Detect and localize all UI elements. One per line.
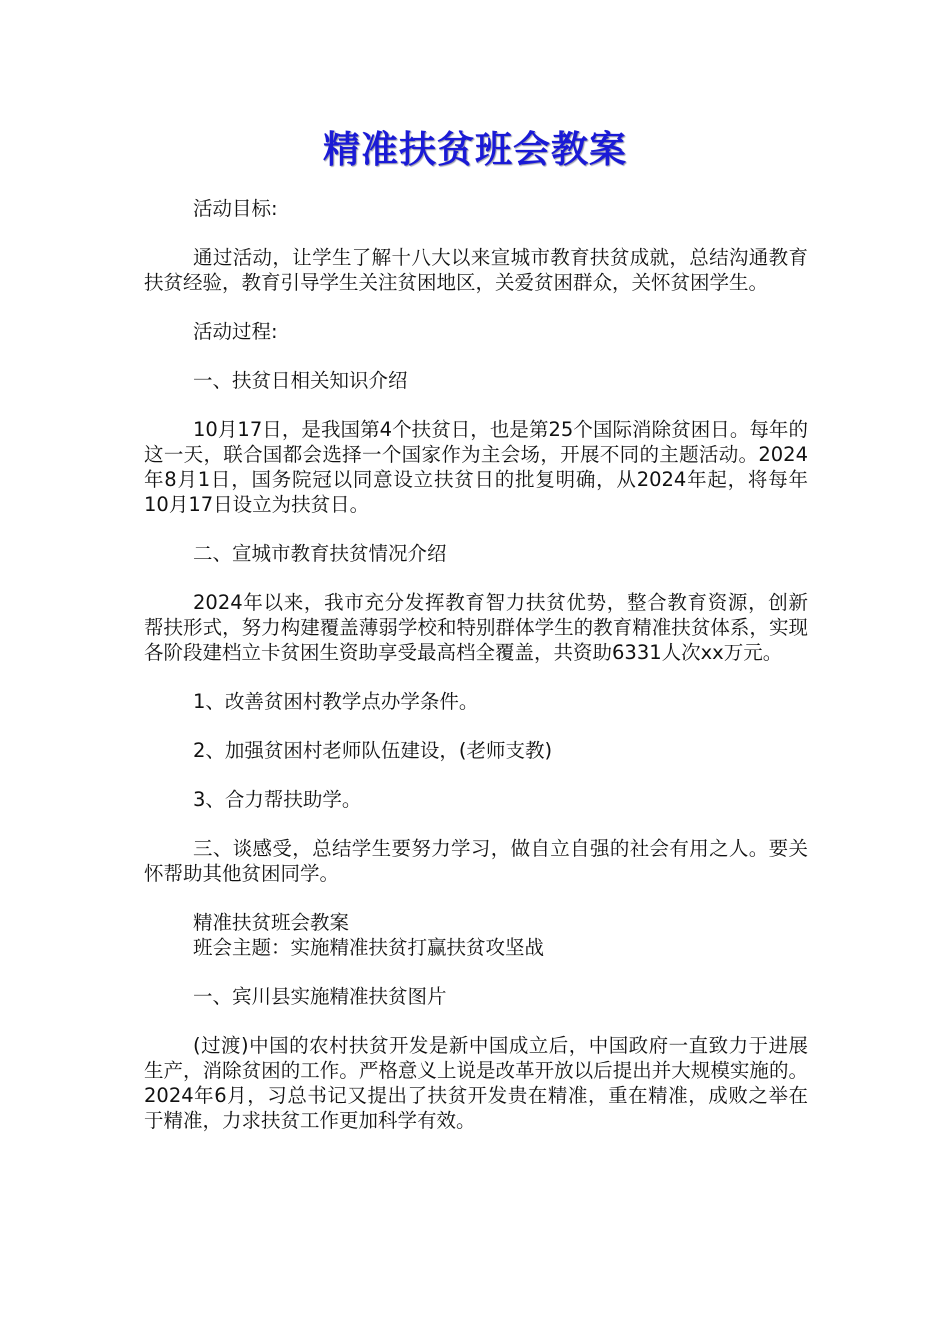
paragraph-item-2: 2、加强贫困村老师队伍建设，(老师支教) (193, 739, 553, 762)
paragraph-section-3: 三、谈感受，总结学生要努力学习，做自立自强的社会有用之人。要关怀帮助其他贫困同学。 (144, 837, 808, 885)
paragraph-class-theme: 班会主题：实施精准扶贫打赢扶贫攻坚战 (193, 936, 545, 959)
paragraph-activity-goal-heading: 活动目标: (193, 197, 278, 220)
paragraph-section-2-heading: 二、宣城市教育扶贫情况介绍 (193, 542, 447, 565)
paragraph-second-title: 精准扶贫班会教案 (193, 911, 350, 934)
paragraph-item-3: 3、合力帮扶助学。 (193, 788, 362, 811)
paragraph-activity-process-heading: 活动过程: (193, 320, 278, 343)
paragraph-item-1: 1、改善贫困村教学点办学条件。 (193, 690, 479, 713)
paragraph-binchuan-heading: 一、宾川县实施精准扶贫图片 (193, 985, 447, 1008)
paragraph-section-1-heading: 一、扶贫日相关知识介绍 (193, 369, 408, 392)
paragraph-education-poverty-intro: 2024年以来，我市充分发挥教育智力扶贫优势，整合教育资源，创新帮扶形式，努力构建覆盖薄弱学校和特别群体学生的教育精准扶贫体系，实现各阶段建档立卡贫困生资助享受最高档全覆盖，共资助6331人次xx万元。 (144, 591, 808, 664)
document-title: 精准扶贫班会教案 (323, 127, 627, 171)
paragraph-transition: (过渡)中国的农村扶贫开发是新中国成立后，中国政府一直致力于进展生产，消除贫困的工作。严格意义上说是改革开放以后提出并大规模实施的。2024年6月，习总书记又提出了扶贫开发贵在精准，重在精准，成败之举在于精准，力求扶贫工作更加科学有效。 (144, 1034, 808, 1132)
paragraph-activity-goal: 通过活动，让学生了解十八大以来宣城市教育扶贫成就，总结沟通教育扶贫经验，教育引导学生关注贫困地区，关爱贫困群众，关怀贫困学生。 (144, 246, 808, 294)
document-body (144, 196, 808, 1157)
paragraph-poverty-day-intro: 10月17日，是我国第4个扶贫日，也是第25个国际消除贫困日。每年的这一天，联合国都会选择一个国家作为主会场，开展不同的主题活动。2024年8月1日，国务院冠以同意设立扶贫日的批复明确，从2024年起，将每年10月17日设立为扶贫日。 (144, 418, 808, 516)
